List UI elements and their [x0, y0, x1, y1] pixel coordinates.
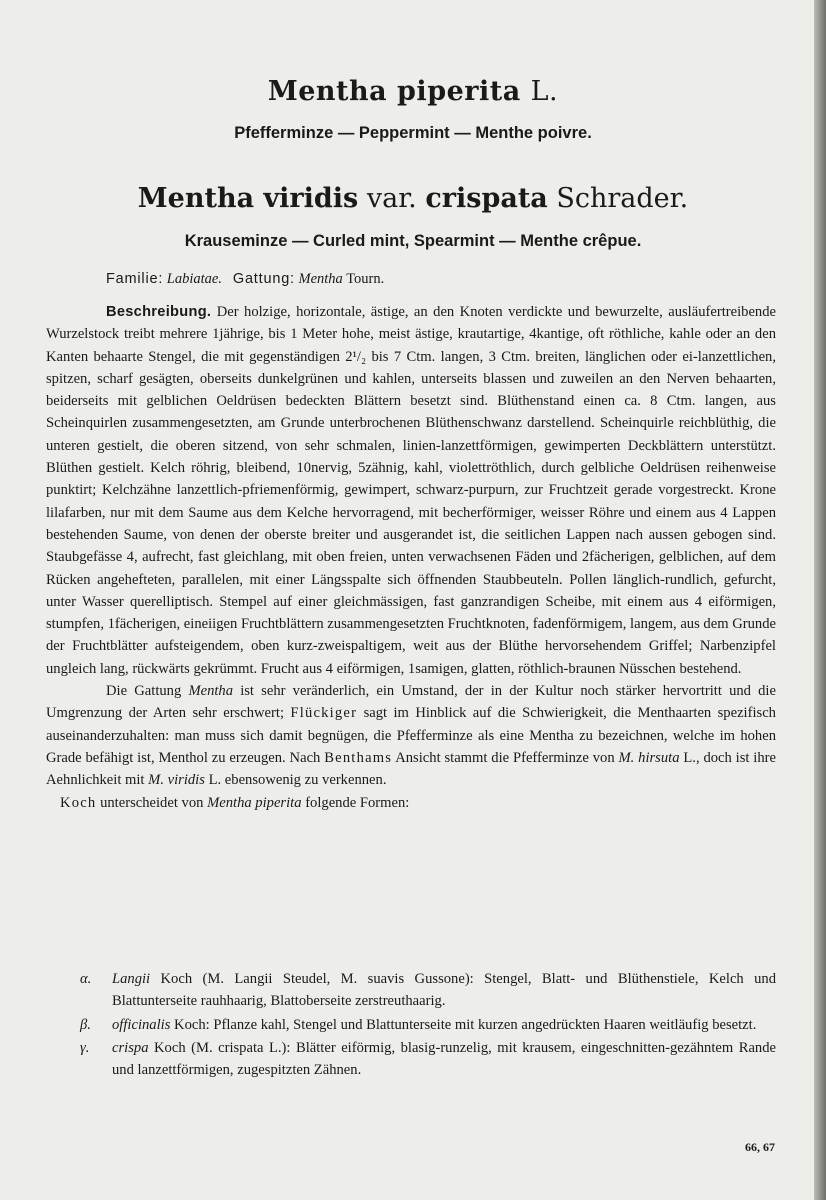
- description-text: Der holzige, horizontale, ästige, an den Knoten verdickte und bewurzelte, ausläufertreibende Wurzelstock treibt mehrere 1jährige, bis 1 Meter hohe, meist ästige, krautartige, 4kantige, oft röthliche, kahle oder an den Kanten behaarte Stengel, die mit gegenständigen 2¹/₂ bis 7 Ctm. langen, 3 Ctm. breiten, länglichen oder ei-lanzettlichen, spitzen, scharf gesägten, oberseits dunkelgrünen und kahlen, unterseits blassen und zuweilen an den Nerven behaarten, beiderseits mit gelblichen Oeldrüsen bedeckten Blättern besetzt sind. Blüthenstand einen ca. 8 Ctm. langen, aus Scheinquirlen zusammengesetzten, am Grunde unterbrochenen Blüthenschwanz darstellend. Scheinquirle reichblüthig, die unteren gestielt, die oberen sitzend, von sehr schmalen, linien-lanzettförmigen, gewimperten Deckblättern unterstützt. Blüthen gestielt. Kelch röhrig, bleibend, 10nervig, 5zähnig, kahl, violettröthlich, durch gelbliche Oeldrüsen reihenweise punktirt; Kelchzähne lanzettlich-pfriemenförmig, gewimpert, schwarz-purpurn, zur Fruchtzeit gerade vorgestreckt. Krone lilafarben, nur mit dem Saume aus dem Kelche hervorragend, mit becherförmiger, weisser Röhre und einem aus 4 Lappen bestehenden Saume, von denen der oberste breiter und ausgerandet ist, die seitlichen Lappen nach aussen gebogen sind. Staubgefässe 4, aufrecht, fast gleichlang, mit oben freien, unten verwachsenen Fäden und 2fächerigen, gelblichen, auf dem Rücken angehefteten, parallelen, mit einer Längsspalte sich öffnenden Staubbeuteln. Pollen länglich-rundlich, gefurcht, unter Wasser querelliptisch. Stempel auf einer gleichmässigen, fast ganzrandigen Scheibe, mit einem aus 4 eiförmigen, stumpfen, 1fächerigen, eineiigen Fruchtblättern zusammengesetzten Fruchtknoten, fadenförmigem, langem, aus dem Grunde der Fruchtblätter aufsteigendem, oben kurz-zweispaltigem, weit aus der Blüthe hervorsehendem Griffel; Narbenzipfel ungleich lang, rückwärts gekrümmt. Frucht aus 4 eiförmigen, 1samigen, glatten, röthlich-braunen Nüsschen bestehend.: [46, 304, 776, 677]
- species-title-viridis: [0, 183, 826, 214]
- person-name: Benthams: [324, 749, 393, 766]
- list-item: [60, 1014, 776, 1036]
- form-text: Koch (M. crispata L.): Blätter eiförmig, blasig-runzelig, mit krausem, eingeschnitten-gezähntem Rande und lanzettförmigen, zugespitzten Zähnen.: [112, 1039, 776, 1079]
- list-item: [60, 1037, 776, 1082]
- body-text: [46, 301, 776, 814]
- text-run: folgende Formen:: [305, 794, 410, 811]
- description-paragraph: [46, 301, 776, 680]
- text-run: L., doch ist ihre Aehnlichkeit mit: [46, 749, 776, 789]
- genus-label: Gattung:: [232, 271, 295, 287]
- text-run: ist sehr veränderlich, ein Umstand, der in der Kultur noch stärker hervortritt und die Umgrenzung der Arten sehr erschwert;: [46, 683, 776, 722]
- form-text: Koch (M. Langii Steudel, M. suavis Gussone): Stengel, Blatt- und Blüthenstiele, Kelch und Blattunterseite rauhhaarig, Blattoberseite zerstreuthaarig.: [112, 971, 776, 1010]
- common-names-viridis: Krauseminze — Curled mint, Spearmint — Menthe crêpue.: [184, 232, 642, 250]
- text-run: L. ebensowenig zu verkennen.: [208, 772, 387, 789]
- text-run: sagt im Hinblick auf die Schwierigkeit, die Menthaarten spezifisch auseinanderzuhalten: man muss sich damit begnügen, die Pfefferminze als eine Mentha zu bezeichnen, welche im hohen Grade befähigt ist, Menthol zu erzeugen. Nach: [46, 705, 776, 766]
- genus-name: Mentha: [298, 271, 343, 287]
- genus-author: Tourn.: [346, 271, 385, 287]
- form-name: officinalis: [112, 1016, 171, 1033]
- form-marker: γ.: [80, 1039, 90, 1056]
- description-lead: Beschreibung.: [106, 304, 212, 320]
- page-edge-shadow: [814, 0, 826, 1200]
- genus-name: Mentha: [188, 683, 234, 700]
- page-number: 66, 67: [745, 1140, 775, 1154]
- variety-label: var.: [366, 183, 417, 214]
- person-name: Flückiger: [290, 705, 358, 722]
- species-name: M. hirsuta: [618, 749, 680, 766]
- species-name: Mentha viridis: [137, 183, 359, 214]
- family-line: [106, 271, 384, 288]
- family-name: Labiatae.: [166, 271, 222, 287]
- species-name: M. viridis: [148, 772, 205, 789]
- species-author: L.: [530, 76, 559, 107]
- form-marker: α.: [80, 971, 92, 987]
- list-item: [60, 968, 776, 1013]
- species-name: Mentha piperita: [267, 76, 521, 107]
- text-run: unterscheidet von: [100, 794, 204, 811]
- species-name: Mentha piperita: [207, 794, 302, 811]
- form-name: crispa: [112, 1039, 149, 1056]
- form-name: Langii: [112, 971, 151, 987]
- species-author: Schrader.: [556, 183, 689, 214]
- text-run: Ansicht stammt die Pfefferminze von: [395, 749, 615, 766]
- form-marker: β.: [80, 1016, 91, 1033]
- form-text: Koch: Pflanze kahl, Stengel und Blattunterseite mit kurzen angedrückten Haaren weitläufig besetzt.: [174, 1016, 757, 1033]
- species-title-piperita: [0, 76, 826, 107]
- common-names-piperita: Pfefferminze — Peppermint — Menthe poivre.: [234, 124, 592, 142]
- variety-name: crispata: [425, 183, 548, 214]
- koch-intro: [60, 792, 776, 814]
- family-label: Familie:: [106, 271, 164, 287]
- forms-list: [60, 968, 776, 1082]
- genus-paragraph: [46, 680, 776, 791]
- text-run: Die Gattung: [106, 683, 182, 700]
- person-name: Koch: [60, 794, 97, 811]
